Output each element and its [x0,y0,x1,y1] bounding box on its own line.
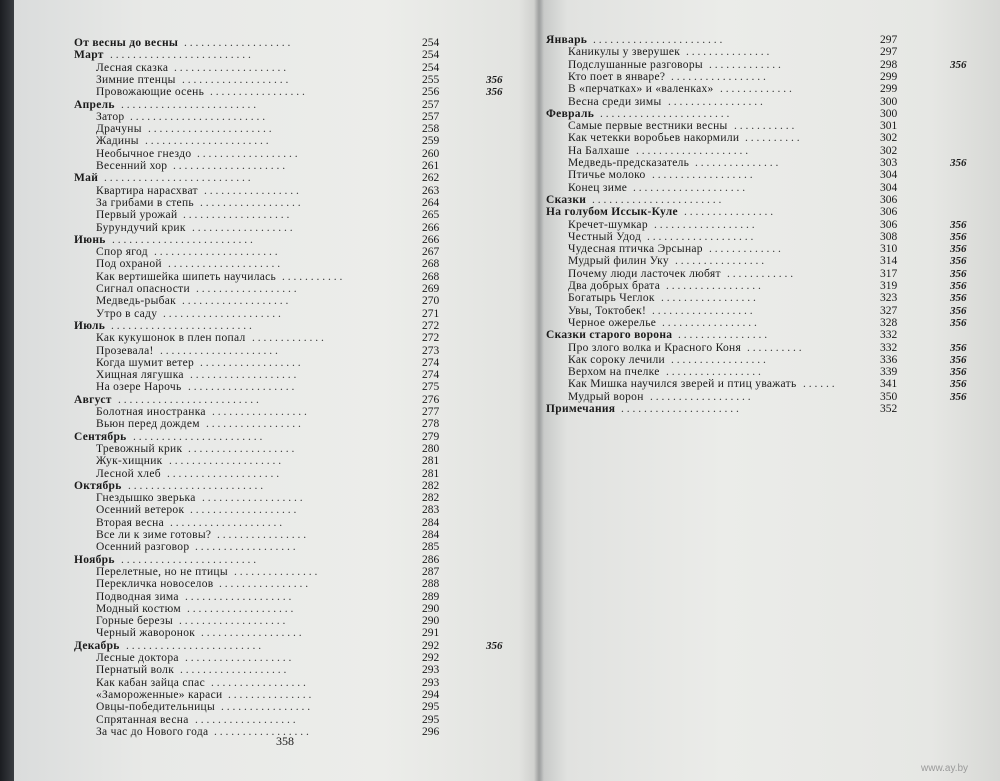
entry-title: Спрятанная весна [96,713,189,726]
section-title: Сентябрь [74,430,127,443]
entry-title: Мудрый филин Уку [568,255,669,268]
page-ref: 254 [422,61,440,74]
book-edge [0,0,14,781]
page-ref: 290 [422,615,440,628]
page-ref: 259 [422,135,440,148]
page-ref: 279 [422,430,440,443]
page-ref: 304 [880,181,898,194]
dot-leader: . . . . . . . . . . . . . . . . . . . [180,664,287,677]
page-ref: 270 [422,295,440,308]
note-ref: 356 [486,86,503,99]
page-ref: 263 [422,184,440,197]
entry-title: На озере Нарочь [96,381,182,394]
dot-leader: . . . . . . . . . . . . . . . . . . . . [168,258,281,271]
dot-leader: . . . . . . . . . . . . . . . . . . . . . . . . [130,110,266,123]
note-ref: 356 [950,157,967,169]
dot-leader: . . . . . . . . . . . . . . . . . . . . . . [148,123,272,136]
dot-leader: . . . . . . . . . . . . . . . . [217,529,307,541]
dot-leader: . . . . . . . . . . . . . [709,243,781,256]
entry-title: Как сороку лечили [568,353,665,366]
dot-leader: . . . . . . . . . . . . . . . . . . . . [173,160,286,172]
dot-leader: . . . . . . . . . . . . . . . . . . . . . . [154,246,278,259]
entry-title: Как четекки воробьев накормили [568,132,740,145]
page-ref: 274 [422,356,440,369]
dot-leader: . . . . . . . . . . . . . . . . . . . [182,295,289,308]
section-title: Декабрь [74,639,120,652]
dot-leader: . . . . . . . . . . . . . . . . . [662,316,757,329]
page-ref: 296 [422,725,440,738]
dot-leader: . . . . . . . . . . . . . . . . . . . . . . . . . [112,233,253,246]
entry-title: Вьюн перед дождем [96,418,200,431]
section-title: Январь [546,34,588,46]
entry-title: Честный Удод [568,230,642,243]
page-ref: 274 [422,369,440,382]
page-ref: 323 [880,292,898,305]
entry-title: Кречет-шумкар [568,218,648,231]
dot-leader: . . . . . . . . . . . . . . . . . . . . . . . [593,34,723,46]
dot-leader: . . . . . . . . . . . . . . . . . . . [188,442,295,455]
section-title: Июль [74,319,106,332]
page-ref: 314 [880,255,898,268]
entry-title: Жадины [96,135,139,148]
dot-leader: . . . . . . . . . . . . . . . . . . [192,221,293,234]
dot-leader: . . . . . . . . . . . . . . . . . . . [179,615,286,628]
entry-title: Драчуны [96,123,142,136]
dot-leader: . . . . . . . . . . . . . . . . . . . [185,652,292,664]
page-ref: 254 [422,49,440,62]
entry-title: Горные березы [96,615,173,628]
entry-title: Про злого волка и Красного Коня [568,341,742,354]
entry-title: Осенний ветерок [96,504,185,517]
dot-leader: . . . . . . . . . . . . . . . . . [212,406,307,418]
page-ref: 308 [880,230,898,243]
dot-leader: . . . . . . . . . . . . . . . . . [671,353,766,366]
page-ref: 266 [422,233,440,246]
note-ref: 356 [950,230,967,243]
dot-leader: . . . . . . . . . . . . . . . . . . [652,304,753,317]
page-ref: 297 [880,34,898,46]
dot-leader: . . . . . . . . . . . [282,270,343,283]
entry-title: Лесная сказка [96,61,169,74]
dot-leader: . . . . . . . . . . . . . . . . . [666,280,761,292]
dot-leader: . . . . . . . . . . . . . . . . . . [654,218,755,231]
dot-leader: . . . . . . . . . . . . [727,267,794,280]
entry-title: Провожающие осень [96,86,205,99]
note-ref: 356 [950,255,967,268]
entry-title: Необычное гнездо [96,147,192,160]
watermark: www.ay.by [921,763,969,774]
page-ref: 282 [422,492,440,505]
page-ref: 271 [422,307,440,320]
dot-leader: . . . . . . . . . . . . . . . . . [204,184,299,197]
dot-leader: . . . . . . . . . . . . . . . [695,157,779,169]
page-ref: 284 [422,529,440,541]
note-ref: 356 [486,73,503,86]
entry-title: За час до Нового года [96,725,209,738]
entry-title: Перекличка новоселов [96,578,214,591]
dot-leader: . . . . . . . . . . . . . . . . . . [196,283,297,295]
page-ref: 261 [422,160,440,172]
page-ref: 319 [880,280,898,292]
entry-title: Первый урожай [96,209,178,222]
page-ref: 310 [880,243,898,256]
page-ref: 268 [422,258,440,271]
entry-title: Когда шумит ветер [96,356,195,369]
page-ref: 302 [880,144,898,157]
note-ref: 356 [950,316,967,329]
dot-leader: . . . . . . . . . . . . . . . . . . . . . . . . . . [104,172,251,185]
section-title: Примечания [546,403,616,415]
dot-leader: . . . . . . . . . . . . . . . . . [661,292,756,305]
dot-leader: . . . . . . . . . . . . . . . . . . . . [169,455,282,468]
section-title: От весны до весны [74,37,179,49]
dot-leader: . . . . . . . . . . [747,341,802,354]
section-title: Ноябрь [74,553,115,566]
dot-leader: . . . . . . . . . . . . . . . . . . . . . . . [133,430,263,443]
page-ref: 280 [422,442,440,455]
page-ref: 339 [880,366,898,379]
dot-leader: . . . . . . . . . . . . . [709,58,781,71]
page-ref: 278 [422,418,440,431]
toc-entry [540,402,1000,416]
page-ref: 332 [880,341,898,354]
dot-leader: . . . . . . . . . . . . . . . . . [214,725,309,738]
page-ref: 317 [880,267,898,280]
page-ref: 267 [422,246,440,259]
page-ref: 341 [880,378,898,391]
dot-leader: . . . . . . . . . . . . . . . . . . . [184,37,291,49]
entry-title: Лесные доктора [96,652,179,664]
page-ref: 292 [422,639,440,652]
entry-title: Болотная иностранка [96,406,206,418]
entry-title: Спор ягод [96,246,148,259]
page-ref: 295 [422,701,440,714]
page-ref: 266 [422,221,440,234]
page-ref: 306 [880,193,898,206]
dot-leader: . . . . . . . . . . . . . . . . . . . . . [163,307,281,320]
page-ref: 285 [422,541,440,554]
page-ref: 293 [422,664,440,677]
dot-leader: . . . . . . . . . . . . . . . . . . [200,356,301,369]
page-ref: 268 [422,270,440,283]
page-ref: 298 [880,58,898,71]
entry-title: Подводная зима [96,590,179,603]
entry-title: Почему люди ласточек любят [568,267,721,280]
page-ref: 299 [880,83,898,96]
dot-leader: . . . . . . . . . . . . . . . . . . [201,627,302,640]
entry-title: Чудесная птичка Эрсынар [568,243,703,256]
dot-leader: . . . . . . . . . . . . . . . . . [211,676,306,689]
page-ref: 290 [422,602,440,615]
page-ref: 256 [422,86,440,99]
page-ref: 294 [422,688,440,701]
page-ref: 297 [880,46,898,59]
entry-title: Жук-хищник [96,455,163,468]
table-of-contents-right [540,0,1000,781]
section-title: Февраль [546,107,595,120]
entry-title: Перелетные, но не птицы [96,565,228,578]
page-ref: 265 [422,209,440,222]
section-title: Апрель [74,98,115,111]
entry-title: Самые первые вестники весны [568,120,728,133]
note-ref: 356 [950,341,967,354]
entry-title: Мудрый ворон [568,390,644,403]
entry-title: Конец зиме [568,181,628,194]
section-title: Март [74,49,104,62]
note-ref: 356 [950,218,967,231]
dot-leader: . . . . . . . . . . . . . . . . . . . . . . . . [121,553,257,566]
dot-leader: . . . . . . . . . . . . . . . . . . [197,147,298,160]
page-ref: 272 [422,319,440,332]
dot-leader: . . . . . . . . . . . . . . . . . . [200,196,301,209]
dot-leader: . . . . . . . . . . . . . . . . . [210,86,305,99]
table-of-contents-left [14,0,540,781]
entry-title: Как Мишка научился зверей и птиц уважать [568,378,797,391]
entry-title: Каникулы у зверушек [568,46,681,59]
entry-title: «Замороженные» караси [96,688,223,701]
page-ref: 258 [422,123,440,136]
dot-leader: . . . . . . . . . . . . . . . . [219,578,309,591]
page-ref: 293 [422,676,440,689]
entry-title: Черное ожерелье [568,316,657,329]
dot-leader: . . . . . . . . . . . . . . . . [684,206,774,219]
page-ref: 327 [880,304,898,317]
page-ref: 295 [422,713,440,726]
dot-leader: . . . . . . . . . . . . . . . . . . [652,169,753,182]
entry-title: Кто поет в январе? [568,70,666,83]
dot-leader: . . . . . . . . . . . . . . . . . . . . [174,61,287,74]
dot-leader: . . . . . . . . . . . . . . . . . . . [188,381,295,394]
dot-leader: . . . . . . . . . . . . . . . . . . [195,541,296,554]
dot-leader: . . . . . . . . . . . . . . . . . . . [183,209,290,222]
entry-title: Верхом на пчелке [568,366,660,379]
section-title: Сказки [546,193,587,206]
note-ref: 356 [950,353,967,366]
note-ref: 356 [950,304,967,317]
entry-title: Медведь-рыбак [96,295,177,308]
dot-leader: . . . . . . . . . . . . . . . . . . . [187,602,294,615]
entry-title: Квартира нарасхват [96,184,198,197]
note-ref: 356 [950,58,967,71]
entry-title: Два добрых брата [568,280,661,292]
page-ref: 282 [422,479,440,492]
page-ref: 301 [880,120,898,133]
entry-title: Прозевала! [96,344,154,357]
dot-leader: . . . . . . . . . . . . . . . . . [666,366,761,379]
entry-title: Как вертишейка шипеть научилась [96,270,277,283]
dot-leader: . . . . . . . . . . . . . . . . . . . . . . . . . [118,393,259,406]
dot-leader: . . . . . . . . . . . . . . . . . . . . . . . . [126,639,262,652]
dot-leader: . . . . . . . . . . . . . . . . [221,701,311,714]
entry-title: Под охраной [96,258,162,271]
dot-leader: . . . . . . . . . . . . . . . . . . . . . [621,403,739,415]
dot-leader: . . . . . . . . . . . . . . . . . . [202,492,303,505]
entry-title: Утро в саду [96,307,158,320]
dot-leader: . . . . . . . . . . . . . . . . . . . . [633,181,746,194]
page-ref: 277 [422,406,440,418]
dot-leader: . . . . . . . . . . . . . . . [234,565,318,578]
entry-title: Пернатый волк [96,664,175,677]
dot-leader: . . . . . . . . . . . . . . . . . [668,95,763,108]
page-ref: 254 [422,37,440,49]
dot-leader: . . . . . . . . . . . . . . . . . . . [190,369,297,382]
page-ref: 350 [880,390,898,403]
entry-title: Весна среди зимы [568,95,662,108]
page-ref: 255 [422,73,440,86]
page-ref: 281 [422,455,440,468]
page-ref: 281 [422,467,440,480]
entry-title: Увы, Токтобек! [568,304,647,317]
entry-title: Модный костюм [96,602,181,615]
page-ref: 262 [422,172,440,185]
page-number: 358 [276,734,294,748]
section-title: Сказки старого ворона [546,329,673,342]
dot-leader: . . . . . . . . . . . . . . . . . . . . . . . . [128,479,264,492]
section-title: Май [74,172,99,185]
entry-title: Как кукушонок в плен попал [96,332,246,345]
entry-title: За грибами в степь [96,196,194,209]
page-ref: 257 [422,98,440,111]
right-page [540,0,1000,781]
entry-title: Затор [96,110,125,123]
page-ref: 291 [422,627,440,640]
dot-leader: . . . . . . . . . . . . . . . . . . . . . . . [592,193,722,206]
page-ref: 328 [880,316,898,329]
dot-leader: . . . . . . . . . . . . . . . . . . . . . [160,344,278,357]
note-ref: 356 [950,280,967,292]
page-ref: 264 [422,196,440,209]
entry-title: Птичье молоко [568,169,646,182]
dot-leader: . . . . . . . . . . . . . . . . . . . . [636,144,749,157]
book-spine [534,0,544,781]
page-ref: 283 [422,504,440,517]
entry-title: Гнездышко зверька [96,492,196,505]
dot-leader: . . . . . . . . . . . . . . . . . [206,418,301,431]
dot-leader: . . . . . . . . . . . . . . . . . . . . [167,467,280,480]
entry-title: На Балхаше [568,144,630,157]
note-ref: 356 [950,243,967,256]
dot-leader: . . . . . . . . . . . . . . . . . . [195,713,296,726]
entry-title: Черный жаворонок [96,627,196,640]
page-ref: 300 [880,107,898,120]
entry-title: Хищная лягушка [96,369,184,382]
entry-title: Лесной хлеб [96,467,161,480]
page-ref: 300 [880,95,898,108]
page-ref: 292 [422,652,440,664]
page-ref: 304 [880,169,898,182]
section-title: Октябрь [74,479,122,492]
page-ref: 306 [880,206,898,219]
dot-leader: . . . . . . . . . . . . . . . . . . . . [170,516,283,529]
page-ref: 352 [880,403,898,415]
dot-leader: . . . . . . . . . . . . . . . . . . . [182,73,289,86]
note-ref: 356 [950,378,967,391]
left-page [14,0,540,781]
dot-leader: . . . . . . . . . . . . . . . . [675,255,765,268]
section-title: Август [74,393,112,406]
entry-title: Вторая весна [96,516,165,529]
dot-leader: . . . . . . . . . . . . . [720,83,792,96]
entry-title: Овцы-победительницы [96,701,216,714]
note-ref: 356 [950,292,967,305]
page-ref: 288 [422,578,440,591]
page-ref: 302 [880,132,898,145]
dot-leader: . . . . . . . . . . . . . . . . . . . [647,230,754,243]
page-ref: 299 [880,70,898,83]
dot-leader: . . . . . . . . . . . [734,120,795,133]
page-ref: 276 [422,393,440,406]
entry-title: Тревожный крик [96,442,183,455]
note-ref: 356 [486,639,503,652]
dot-leader: . . . . . . . . . . . . . . . . . . . . . . . . . [111,319,252,332]
page-ref: 260 [422,147,440,160]
entry-title: Сигнал опасности [96,283,190,295]
dot-leader: . . . . . . . . . . . . . . . . . . . . . . [145,135,269,148]
dot-leader: . . . . . . . . . . . . . . . . . . [650,390,751,403]
page-ref: 289 [422,590,440,603]
entry-title: В «перчатках» и «валенках» [568,83,714,96]
entry-title: Весенний хор [96,160,168,172]
dot-leader: . . . . . . . . . . . . . . . . . . . [190,504,297,517]
page-ref: 273 [422,344,440,357]
page-ref: 287 [422,565,440,578]
entry-title: Осенний разговор [96,541,190,554]
note-ref: 356 [950,366,967,379]
page-ref: 269 [422,283,440,295]
page-ref: 284 [422,516,440,529]
note-ref: 356 [950,267,967,280]
entry-title: Как кабан зайца спас [96,676,205,689]
dot-leader: . . . . . . . . . . . . . . . . . [671,70,766,83]
entry-title: Богатырь Чеглок [568,292,655,305]
note-ref: 356 [950,390,967,403]
entry-title: Подслушанные разговоры [568,58,703,71]
dot-leader: . . . . . . . . . . . . . . . . . . . . . . . . [121,98,257,111]
page-ref: 303 [880,157,898,169]
entry-title: Медведь-предсказатель [568,157,690,169]
entry-title: Бурундучий крик [96,221,186,234]
page-ref: 306 [880,218,898,231]
section-title: Июнь [74,233,106,246]
dot-leader: . . . . . . . . . . . . . . . [228,688,312,701]
dot-leader: . . . . . . . . . . . . . . . [686,46,770,59]
page-ref: 336 [880,353,898,366]
entry-title: Все ли к зиме готовы? [96,529,212,541]
section-title: На голубом Иссык-Куле [546,206,678,219]
page-ref: 332 [880,329,898,342]
dot-leader: . . . . . . . . . . . . . . . . . . . . . . . [600,107,730,120]
entry-title: Зимние птенцы [96,73,176,86]
dot-leader: . . . . . . . . . . [745,132,800,145]
page-ref: 272 [422,332,440,345]
dot-leader: . . . . . . . . . . . . . . . . [678,329,768,342]
page-ref: 286 [422,553,440,566]
dot-leader: . . . . . . . . . . . . . [252,332,324,345]
page-ref: 257 [422,110,440,123]
dot-leader: . . . . . . . . . . . . . . . . . . . . . . . . . [110,49,251,62]
dot-leader: . . . . . . [803,378,835,391]
dot-leader: . . . . . . . . . . . . . . . . . . . [185,590,292,603]
page-ref: 275 [422,381,440,394]
